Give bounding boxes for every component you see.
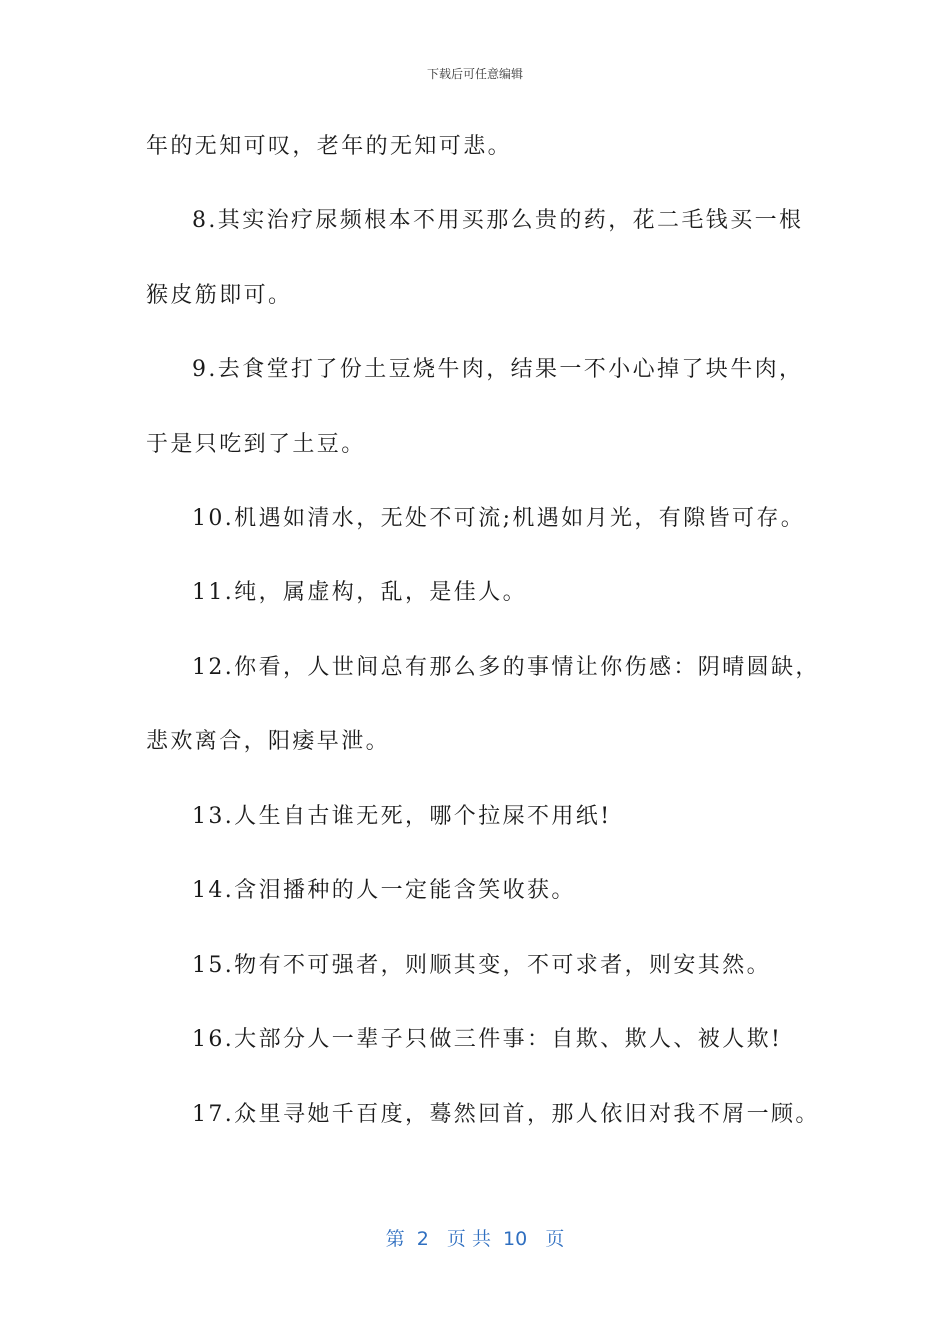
text-line: 悲欢离合，阳痿早泄。 <box>146 729 391 754</box>
list-item: 11.纯，属虚构，乱，是佳人。 <box>192 580 527 605</box>
text-line: 于是只吃到了土豆。 <box>146 432 366 457</box>
page-number-footer: 第 2 页 共 10 页 <box>385 1228 565 1250</box>
list-item: 14.含泪播种的人一定能含笑收获。 <box>192 878 576 903</box>
text-line: 猴皮筋即可。 <box>146 283 293 308</box>
list-item: 13.人生自古谁无死，哪个拉屎不用纸! <box>192 804 612 829</box>
text-line: 年的无知可叹，老年的无知可悲。 <box>146 134 513 159</box>
list-item: 12.你看，人世间总有那么多的事情让你伤感：阴晴圆缺， <box>192 655 820 680</box>
list-item: 8.其实治疗尿频根本不用买那么贵的药，花二毛钱买一根 <box>192 208 804 233</box>
list-item: 10.机遇如清水，无处不可流;机遇如月光，有隙皆可存。 <box>192 506 806 531</box>
list-item: 16.大部分人一辈子只做三件事：自欺、欺人、被人欺! <box>192 1027 783 1052</box>
list-item: 9.去食堂打了份土豆烧牛肉，结果一不小心掉了块牛肉， <box>192 357 804 382</box>
list-item: 17.众里寻她千百度，蓦然回首，那人依旧对我不屑一顾。 <box>192 1102 820 1127</box>
list-item: 15.物有不可强者，则顺其变，不可求者，则安其然。 <box>192 953 771 978</box>
page-header-note: 下载后可任意编辑 <box>426 67 523 81</box>
